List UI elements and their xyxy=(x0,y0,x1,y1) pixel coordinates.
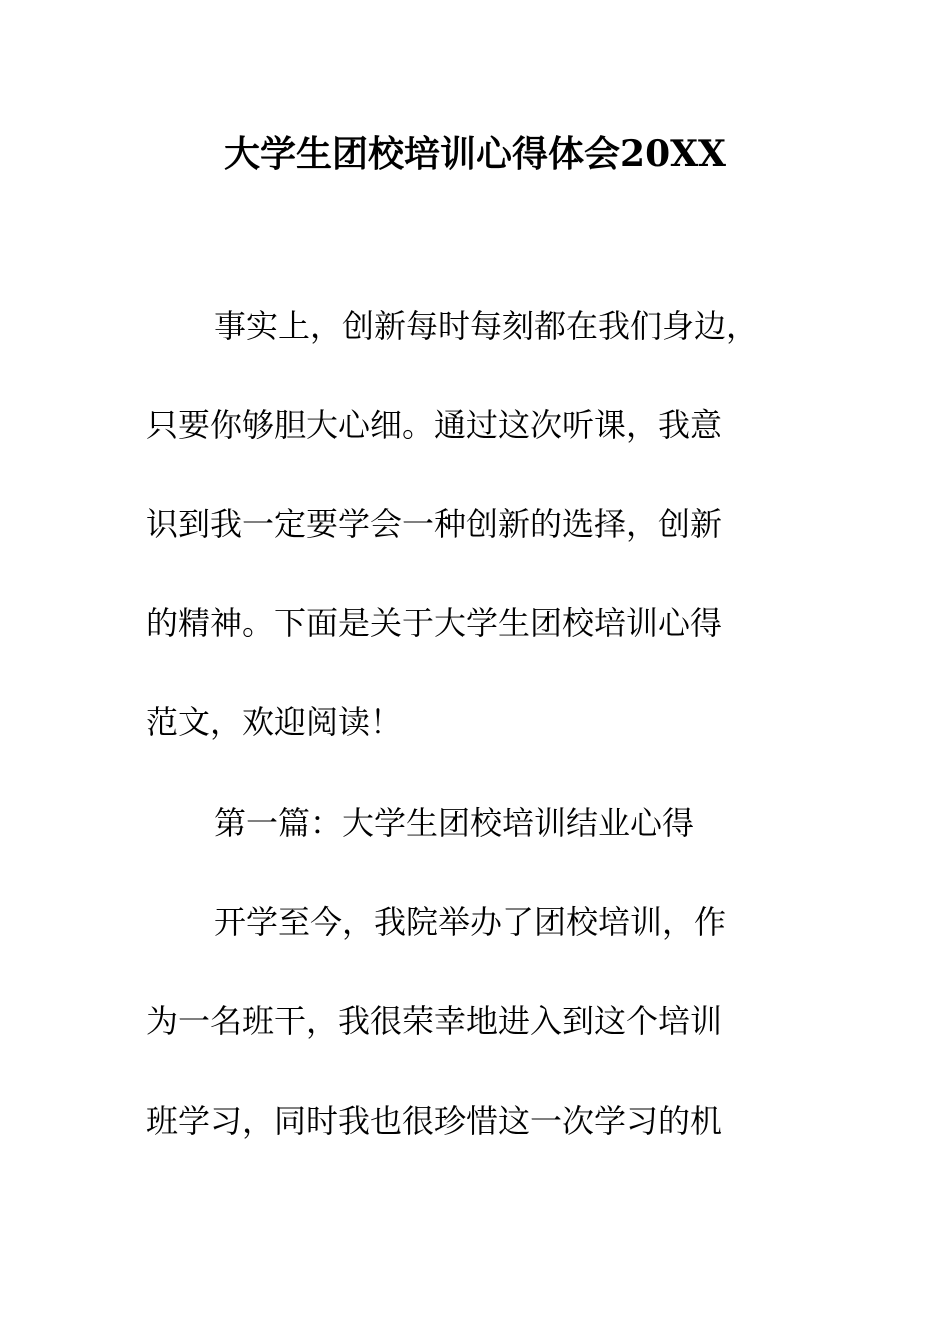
paragraph-line: 的精神。下面是关于大学生团校培训心得 xyxy=(146,604,723,642)
paragraph-line: 识到我一定要学会一种创新的选择，创新 xyxy=(146,505,723,543)
paragraph-line: 范文，欢迎阅读！ xyxy=(146,703,403,741)
paragraph-line: 开学至今，我院举办了团校培训，作 xyxy=(214,903,727,941)
paragraph-line: 班学习，同时我也很珍惜这一次学习的机 xyxy=(146,1102,723,1140)
section-heading: 第一篇：大学生团校培训结业心得 xyxy=(214,804,695,842)
document-title: 大学生团校培训心得体会20XX xyxy=(224,133,726,175)
paragraph-line: 事实上，创新每时每刻都在我们身边， xyxy=(214,307,759,345)
paragraph-line: 为一名班干，我很荣幸地进入到这个培训 xyxy=(146,1002,723,1040)
paragraph-line: 只要你够胆大心细。通过这次听课，我意 xyxy=(146,406,723,444)
